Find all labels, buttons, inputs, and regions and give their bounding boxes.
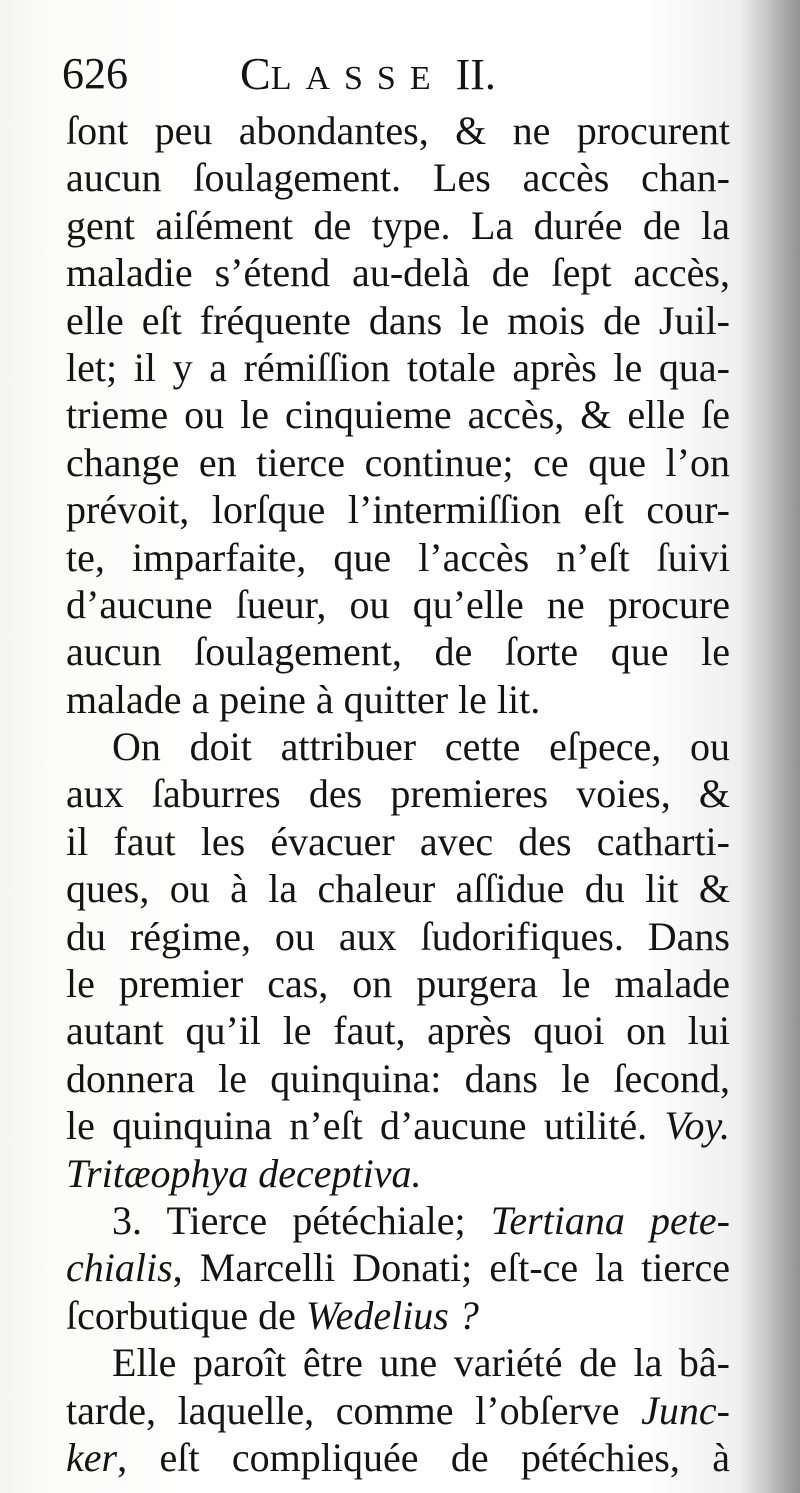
- text-line: du régime, ou aux ſudorifiques. Dans: [66, 913, 730, 959]
- text-line: trieme ou le cinquieme accès, & elle ſe: [66, 392, 730, 438]
- text-line: prévoit, lorſque l’intermiſſion eſt cour-: [66, 487, 730, 533]
- text-line: donnera le quinquina: dans le ſecond,: [66, 1055, 730, 1101]
- cross-reference-voy: Voy.: [664, 1103, 730, 1149]
- latin-name-part1: Tertiana pete-: [490, 1197, 730, 1243]
- section-heading-roman: 3. Tierce pétéchiale;: [112, 1197, 491, 1243]
- text-line: aucun ſoulagement. Les accès chan-: [66, 155, 730, 201]
- paragraph-start-line: Elle paroît être une variété de la bâ-: [112, 1340, 730, 1386]
- text-line: let; il y a rémiſſion totale après le qua-: [66, 344, 730, 390]
- paragraph-start-line: On doit attribuer cette eſpece, ou: [112, 724, 730, 770]
- body-text: [66, 107, 730, 1481]
- text-line: ſont peu abondantes, & ne procurent: [66, 108, 730, 153]
- text-line-roman: le quinquina n’eſt d’aucune utilité.: [66, 1103, 648, 1149]
- running-head-numeral: II.: [444, 50, 496, 99]
- paragraph-start-line: [66, 1197, 730, 1244]
- text-line: [66, 1244, 730, 1291]
- text-line: [66, 1434, 730, 1481]
- text-line: maladie s’étend au-delà de ſept accès,: [66, 250, 730, 296]
- text-line: d’aucune ſueur, ou qu’elle ne procure: [66, 581, 730, 627]
- text-line: malade a peine à quitter le lit.: [66, 676, 541, 722]
- author-reference: , Marcelli Donati; eſt-ce la tierce: [172, 1245, 730, 1291]
- text-line-roman: tarde, laquelle, comme l’obſerve: [66, 1387, 642, 1433]
- text-line: [66, 1292, 730, 1339]
- text-line: le premier cas, on purgera le malade: [66, 961, 730, 1007]
- page-number: 626: [62, 49, 128, 98]
- page-header: [62, 44, 742, 104]
- text-line: te, imparfaite, que l’accès n’eſt ſuivi: [66, 534, 730, 580]
- text-line: elle eſt fréquente dans le mois de Juil-: [66, 297, 730, 343]
- text-line: change en tierce continue; ce que l’on: [66, 439, 730, 485]
- author-name-wedelius: Wedelius ?: [305, 1292, 479, 1338]
- author-name-juncker-part2: ker: [66, 1434, 118, 1480]
- text-line: aucun ſoulagement, de ſorte que le: [66, 629, 730, 675]
- text-line-roman: ſcorbutique de: [66, 1292, 306, 1338]
- text-line: [66, 1102, 730, 1149]
- text-line: gent aiſément de type. La durée de la: [66, 202, 730, 248]
- text-line: aux ſaburres des premieres voies, &: [66, 771, 730, 817]
- cross-reference-target: Tritæophya deceptiva.: [66, 1150, 422, 1196]
- running-head-smallcaps: LASSE: [270, 60, 445, 97]
- running-head: [240, 44, 496, 109]
- latin-name-part2: chialis: [66, 1245, 173, 1291]
- text-line: [66, 1150, 730, 1197]
- scan-gutter-shadow: [738, 0, 800, 1493]
- running-head-initial: C: [240, 48, 271, 99]
- text-line: [66, 1387, 730, 1434]
- text-line: ques, ou à la chaleur aſſidue du lit &: [66, 866, 730, 912]
- text-line: il faut les évacuer avec des catharti-: [66, 818, 730, 864]
- text-line-roman: , eſt compliquée de pétéchies, à: [117, 1434, 730, 1480]
- text-line: autant qu’il le faut, après quoi on lui: [66, 1008, 730, 1054]
- author-name-juncker-part1: Junc-: [641, 1387, 730, 1433]
